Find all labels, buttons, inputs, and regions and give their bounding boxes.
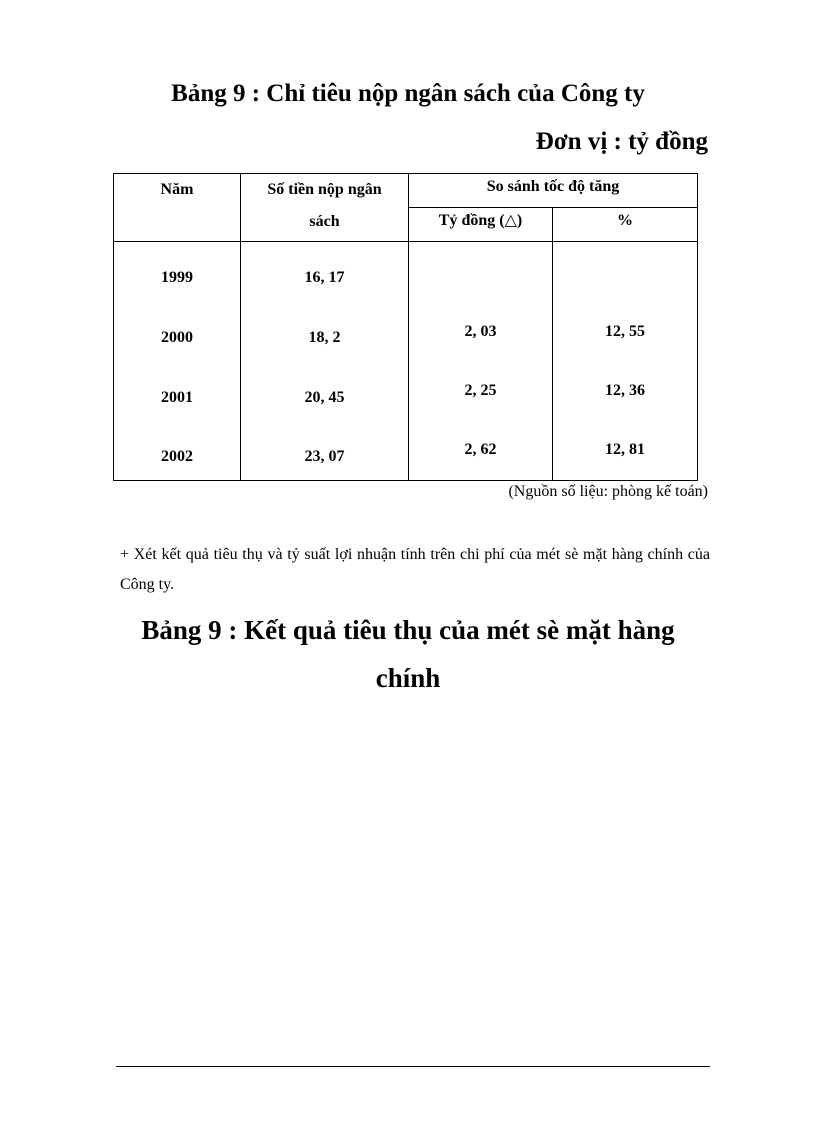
table-title: Bảng 9 : Chỉ tiêu nộp ngân sách của Công ty (171, 80, 645, 107)
budget-table (113, 173, 698, 481)
header-amount-line1: Số tiền nộp ngân (267, 181, 382, 198)
header-year: Năm (114, 174, 241, 242)
table-row-percent: 12, 55 (605, 323, 645, 340)
second-title-line1: Bảng 9 : Kết quả tiêu thụ của mét sè mặt hàng (141, 615, 675, 645)
footer-divider (116, 1066, 710, 1067)
table-row-delta: 2, 03 (464, 323, 497, 340)
table-row-year: 2002 (161, 448, 193, 465)
header-percent: % (553, 208, 698, 242)
table-row-delta: 2, 62 (464, 441, 497, 458)
header-compare: So sánh tốc độ tăng (409, 174, 698, 208)
year-column (114, 242, 241, 481)
header-delta: Tỷ đồng (△) (409, 208, 553, 242)
table-row-amount: 18, 2 (308, 329, 341, 346)
table-row-year: 2001 (161, 389, 193, 406)
table-row-year: 1999 (161, 269, 193, 286)
table-row-amount: 20, 45 (304, 389, 345, 406)
delta-column (409, 242, 553, 481)
amount-column (241, 242, 409, 481)
table-row-percent: 12, 81 (605, 441, 645, 458)
table-row-amount: 16, 17 (304, 269, 345, 286)
table-row-percent: 12, 36 (605, 382, 645, 399)
header-amount-line2: sách (309, 213, 340, 230)
body-paragraph: + Xét kết quả tiêu thụ và tỷ suất lợi nhuận tính trên chi phí của mét sè mặt hàng chính của Công ty. (120, 546, 710, 593)
percent-column (553, 242, 698, 481)
second-title-line2: chính (375, 663, 441, 693)
source-note: (Nguồn số liệu: phòng kế toán) (508, 483, 708, 500)
table-row-year: 2000 (161, 329, 193, 346)
table-row-delta: 2, 25 (464, 382, 497, 399)
header-amount (241, 174, 409, 242)
table-row-amount: 23, 07 (304, 448, 345, 465)
unit-label: Đơn vị : tỷ đồng (535, 128, 708, 155)
second-table-title (0, 606, 816, 702)
